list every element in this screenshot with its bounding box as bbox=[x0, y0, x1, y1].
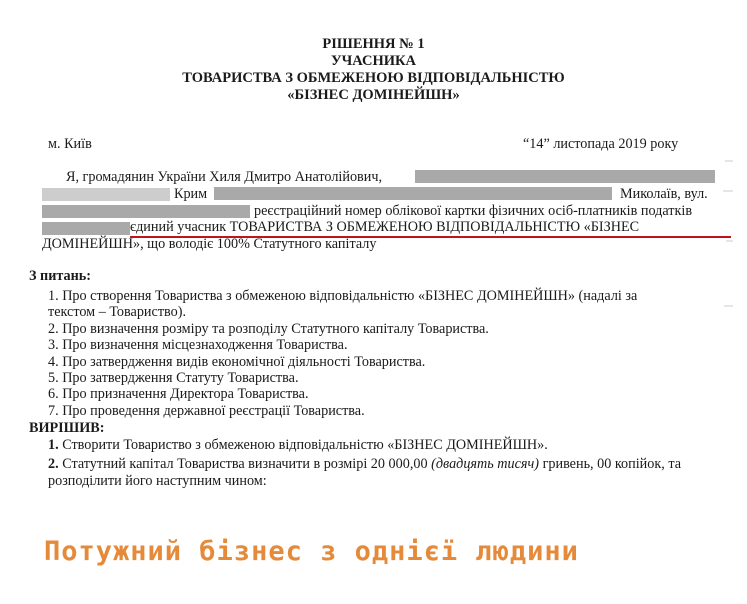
document-subtitle-company-name: «БІЗНЕС ДОМІНЕЙШН» bbox=[287, 87, 460, 103]
decided-heading: ВИРІШИВ: bbox=[29, 420, 105, 436]
question-item: 6. Про призначення Директора Товариства. bbox=[48, 386, 309, 402]
decision-text: Статутний капітал Товариства визначити в розмірі 20 000,00 bbox=[62, 456, 428, 472]
intro-line-5: ДОМІНЕЙШН», що володіє 100% Статутного капіталу bbox=[42, 236, 377, 252]
redaction-block bbox=[42, 222, 130, 235]
decision-number: 1. bbox=[48, 437, 59, 453]
redaction-block bbox=[415, 170, 715, 183]
decision-text-italic: (двадцять тисяч) bbox=[431, 456, 540, 472]
question-item: 4. Про затвердження видів економічної діяльності Товариства. bbox=[48, 354, 426, 370]
decision-text: гривень, 00 копійок, та bbox=[542, 456, 682, 472]
intro-line-3: реєстраційний номер облікової картки фізичних осіб-платників податків bbox=[254, 203, 693, 219]
question-item: 2. Про визначення розміру та розподілу Статутного капіталу Товариства. bbox=[48, 321, 489, 337]
question-item: 7. Про проведення державної реєстрації Товариства. bbox=[48, 403, 365, 419]
decision-text: Створити Товариство з обмеженою відповідальністю «БІЗНЕС ДОМІНЕЙШН». bbox=[62, 437, 548, 453]
redaction-block bbox=[42, 205, 250, 218]
question-item: 1. Про створення Товариства з обмеженою відповідальністю «БІЗНЕС ДОМІНЕЙШН» (надалі за bbox=[48, 288, 638, 304]
redaction-block bbox=[214, 187, 612, 200]
decision-item-1 bbox=[48, 437, 548, 454]
intro-line-2-crimea: Крим bbox=[174, 186, 208, 202]
question-item: 3. Про визначення місцезнаходження Товариства. bbox=[48, 337, 348, 353]
document-subtitle-company-type: ТОВАРИСТВА З ОБМЕЖЕНОЮ ВІДПОВІДАЛЬНІСТЮ bbox=[182, 70, 565, 86]
intro-line-4: єдиний учасник ТОВАРИСТВА З ОБМЕЖЕНОЮ ВІДПОВІДАЛЬНІСТЮ «БІЗНЕС bbox=[130, 219, 640, 235]
decision-item-2-continuation: розподілити його наступним чином: bbox=[48, 473, 267, 489]
document-subtitle-participant: УЧАСНИКА bbox=[330, 53, 417, 69]
question-item-continuation: текстом – Товариство). bbox=[48, 304, 186, 320]
document-date: “14” листопада 2019 року bbox=[523, 136, 679, 152]
intro-line-1: Я, громадянин України Хиля Дмитро Анатолійович, bbox=[66, 169, 383, 185]
intro-line-2-city: Миколаїв, вул. bbox=[620, 186, 708, 202]
document-title: РІШЕННЯ № 1 bbox=[322, 36, 425, 52]
promo-banner-text: Потужний бізнес з однієї людини bbox=[44, 536, 579, 567]
scan-artifact bbox=[721, 120, 741, 420]
redaction-block bbox=[42, 188, 170, 201]
decision-number: 2. bbox=[48, 456, 59, 472]
document-place: м. Київ bbox=[48, 136, 92, 152]
questions-heading: З питань: bbox=[29, 268, 92, 284]
decision-item-2 bbox=[48, 456, 681, 473]
question-item: 5. Про затвердження Статуту Товариства. bbox=[48, 370, 299, 386]
